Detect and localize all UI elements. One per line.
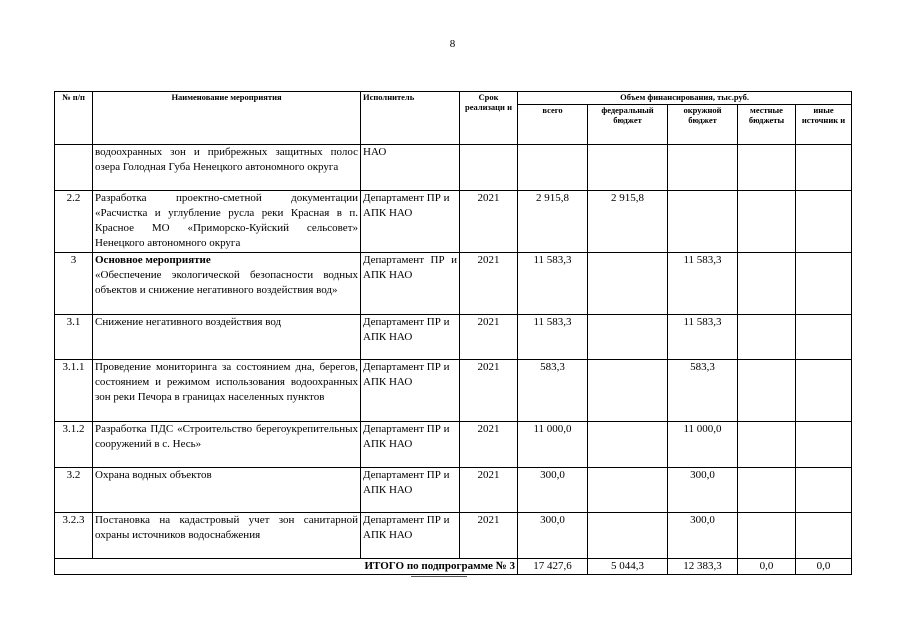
- row-other: [796, 253, 852, 315]
- header-other: иные источник и: [796, 105, 852, 145]
- row-total: [518, 145, 588, 191]
- footnote-separator: [411, 576, 467, 577]
- row-district: [668, 145, 738, 191]
- row-num: 3: [55, 253, 93, 315]
- header-total: всего: [518, 105, 588, 145]
- row-name: Проведение мониторинга за состоянием дна, берегов, состоянием и режимом использования водоохранных зон реки Печора в границах населенных пунктов: [93, 360, 361, 422]
- row-federal: [588, 468, 668, 513]
- row-name: водоохранных зон и прибрежных защитных полос озера Голодная Губа Ненецкого автономного округа: [93, 145, 361, 191]
- total-local: 0,0: [738, 559, 796, 575]
- row-num: 2.2: [55, 191, 93, 253]
- row-federal: 2 915,8: [588, 191, 668, 253]
- row-total: 2 915,8: [518, 191, 588, 253]
- total-federal: 5 044,3: [588, 559, 668, 575]
- row-executor: Департамент ПР и АПК НАО: [361, 315, 460, 360]
- row-federal: [588, 315, 668, 360]
- row-federal: [588, 360, 668, 422]
- row-other: [796, 191, 852, 253]
- header-executor: Исполнитель: [361, 92, 460, 145]
- row-local: [738, 360, 796, 422]
- row-local: [738, 315, 796, 360]
- row-name: Снижение негативного воздействия вод: [93, 315, 361, 360]
- row-num: 3.1.2: [55, 422, 93, 468]
- row-executor: НАО: [361, 145, 460, 191]
- row-local: [738, 468, 796, 513]
- row-total: 11 583,3: [518, 315, 588, 360]
- row-other: [796, 360, 852, 422]
- row-local: [738, 422, 796, 468]
- row-district: [668, 191, 738, 253]
- row-executor: Департамент ПР и АПК НАО: [361, 422, 460, 468]
- funding-table: [54, 91, 852, 575]
- row-district: 583,3: [668, 360, 738, 422]
- row-local: [738, 513, 796, 559]
- row-local: [738, 145, 796, 191]
- row-federal: [588, 145, 668, 191]
- row-num: 3.1.1: [55, 360, 93, 422]
- row-other: [796, 145, 852, 191]
- row-term: 2021: [460, 253, 518, 315]
- row-total: 11 000,0: [518, 422, 588, 468]
- table-row: [55, 513, 852, 559]
- row-total: 583,3: [518, 360, 588, 422]
- row-term: 2021: [460, 422, 518, 468]
- row-name-bold: Основное мероприятие: [95, 254, 211, 266]
- row-name: Постановка на кадастровый учет зон санитарной охраны источников водоснабжения: [93, 513, 361, 559]
- row-name-text: «Обеспечение экологической безопасности водных объектов и снижение негативного воздействия вод»: [95, 269, 358, 296]
- header-name: Наименование мероприятия: [93, 92, 361, 145]
- table-row: [55, 422, 852, 468]
- total-label: ИТОГО по подпрограмме № 3: [55, 559, 518, 575]
- row-other: [796, 315, 852, 360]
- row-executor: Департамент ПР и АПК НАО: [361, 513, 460, 559]
- row-term: [460, 145, 518, 191]
- table-header: [55, 92, 852, 145]
- row-term: 2021: [460, 360, 518, 422]
- table-row: [55, 468, 852, 513]
- row-district: 11 583,3: [668, 253, 738, 315]
- row-term: 2021: [460, 468, 518, 513]
- header-funding: Объем финансирования, тыс.руб.: [518, 92, 852, 105]
- row-name: Разработка ПДС «Строительство берегоукрепительных сооружений в с. Несь»: [93, 422, 361, 468]
- row-term: 2021: [460, 315, 518, 360]
- row-executor: Департамент ПР и АПК НАО: [361, 360, 460, 422]
- header-term: Срок реализаци и: [460, 92, 518, 145]
- row-district: 300,0: [668, 468, 738, 513]
- total-row: [55, 559, 852, 575]
- row-executor: Департамент ПР и АПК НАО: [361, 191, 460, 253]
- row-total: 300,0: [518, 468, 588, 513]
- row-executor: Департамент ПР и АПК НАО: [361, 253, 460, 315]
- header-local: местные бюджеты: [738, 105, 796, 145]
- table-row: [55, 315, 852, 360]
- table-row: [55, 191, 852, 253]
- row-district: 11 583,3: [668, 315, 738, 360]
- row-num: 3.2: [55, 468, 93, 513]
- row-total: 300,0: [518, 513, 588, 559]
- table-row: [55, 253, 852, 315]
- total-district: 12 383,3: [668, 559, 738, 575]
- header-federal: федеральный бюджет: [588, 105, 668, 145]
- row-other: [796, 468, 852, 513]
- table-row: [55, 360, 852, 422]
- page-number: 8: [449, 38, 456, 50]
- table-row: [55, 145, 852, 191]
- row-other: [796, 513, 852, 559]
- row-federal: [588, 253, 668, 315]
- row-term: 2021: [460, 191, 518, 253]
- row-district: 300,0: [668, 513, 738, 559]
- header-district: окружной бюджет: [668, 105, 738, 145]
- row-other: [796, 422, 852, 468]
- row-federal: [588, 422, 668, 468]
- row-term: 2021: [460, 513, 518, 559]
- total-other: 0,0: [796, 559, 852, 575]
- table-body: [55, 145, 852, 575]
- row-num: 3.1: [55, 315, 93, 360]
- row-num: 3.2.3: [55, 513, 93, 559]
- total-sum: 17 427,6: [518, 559, 588, 575]
- row-local: [738, 191, 796, 253]
- row-district: 11 000,0: [668, 422, 738, 468]
- header-num: № п/п: [55, 92, 93, 145]
- row-name: Разработка проектно-сметной документации «Расчистка и углубление русла реки Красная в п. Красное МО «Приморско-Куйский сельсовет» Ненецкого автономного округа: [93, 191, 361, 253]
- row-local: [738, 253, 796, 315]
- row-executor: Департамент ПР и АПК НАО: [361, 468, 460, 513]
- row-total: 11 583,3: [518, 253, 588, 315]
- row-name: [93, 253, 361, 315]
- row-num: [55, 145, 93, 191]
- row-federal: [588, 513, 668, 559]
- row-name: Охрана водных объектов: [93, 468, 361, 513]
